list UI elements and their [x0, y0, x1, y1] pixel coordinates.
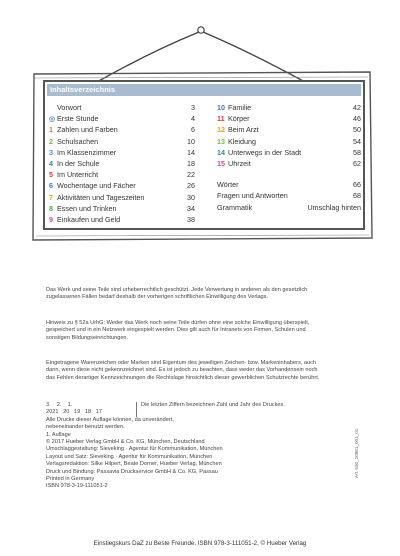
toc-entry [49, 102, 195, 113]
toc-number: 5 [49, 170, 53, 180]
edition-info [46, 402, 326, 491]
toc-entry [217, 102, 361, 113]
toc-title: Im Unterricht [57, 170, 99, 180]
toc-page: 62 [353, 159, 361, 169]
toc-entry [217, 124, 361, 135]
toc-heading: Inhaltsverzeichnis [47, 84, 361, 96]
edition-line: © 2017 Hueber Verlag GmbH & Co. KG, München, Deutschland [46, 439, 205, 446]
toc-entry [217, 136, 361, 147]
toc-page: 58 [353, 147, 361, 157]
legal-paragraph: Hinweis zu § 52a UrhG: Weder das Werk noch seine Teile dürfen ohne eine solche Einwilligung überspielt, gespeichert und in ein Netzwerk eingespielt werden. Dies gilt auch für Intranets von Firmen, Schulen und sonstigen Bildungseinrichtungen. [46, 320, 310, 341]
toc-page: 22 [187, 170, 195, 180]
edition-line: Alle Drucke dieser Auflage können, da unverändert, [46, 416, 174, 423]
toc-page: 50 [353, 125, 361, 135]
toc-page: 46 [353, 114, 361, 124]
toc-page: 10 [187, 136, 195, 146]
page-footer: Einstiegskurs DaZ zu Beste Freunde, ISBN 978-3-111051-2, © Hueber Verlag [93, 540, 307, 547]
edition-line: Umschlaggestaltung: Sieveking · Agentur für Kommunikation, München [46, 446, 223, 453]
toc-entry [49, 113, 195, 124]
toc-page: 34 [187, 203, 195, 213]
toc-page: 38 [187, 215, 195, 225]
edition-line: Verlagsredaktion: Silke Hilpert, Beate Dorner, Hueber Verlag, München [46, 461, 222, 468]
toc-title: Körper [228, 114, 250, 124]
toc-page: 18 [187, 159, 195, 169]
toc-title: Beim Arzt [228, 125, 259, 135]
copyright-notice [46, 287, 326, 302]
toc-entry [49, 169, 195, 180]
toc-page: 68 [353, 191, 361, 201]
toc-number: ◎ [49, 114, 56, 124]
toc-title: Wochentage und Fächer [57, 181, 136, 191]
toc-page: Umschlag hinten [307, 202, 361, 212]
toc-title: Grammatik [217, 202, 253, 212]
toc-title: Erste Stunde [57, 114, 99, 124]
toc-number: 10 [217, 103, 225, 112]
toc-extra-entry [217, 190, 361, 201]
toc-page: 30 [187, 192, 195, 202]
print-numbers [46, 402, 136, 417]
toc-extra-entry [217, 202, 361, 213]
isbn-line: ISBN 978-3-19-111051-2 [46, 483, 108, 490]
urhg-notice [46, 320, 326, 342]
toc-number: 4 [49, 159, 53, 169]
edition-line: Druck und Bindung: Passavia Druckservice GmbH & Co. KG, Passau [46, 468, 218, 475]
toc-entry [217, 113, 361, 124]
toc-title: Fragen und Antworten [217, 191, 288, 201]
toc-page: 3 [191, 103, 195, 112]
toc-number: 11 [217, 114, 225, 124]
toc-entry [49, 192, 195, 203]
edition-line: Layout und Satz: Sieveking · Agentur für Kommunikation, München [46, 453, 213, 460]
toc-page: 54 [353, 136, 361, 146]
toc-page: 26 [187, 181, 195, 191]
toc-number: 7 [49, 192, 53, 202]
toc-entry [49, 136, 195, 147]
toc-right-column [217, 102, 361, 213]
edition-line: 1. Auflage [46, 431, 71, 438]
toc-title: Kleidung [228, 136, 256, 146]
legal-paragraph: Eingetragene Warenzeichen oder Marken sind Eigentum des jeweiligen Zeichen- bzw. Markeninhabers, auch dann, wenn diese nicht gekennzeichnet sind. Es ist jedoch zu beachten, dass weder das Vorhandensein noch das Fehlen derartiger Kennzeichnungen die Rechtslage hinsichtlich dieser gewerblichen Schutzrechte berührt. [46, 360, 320, 381]
toc-left-column [49, 102, 195, 225]
toc-number: 14 [217, 147, 225, 157]
toc-title: Einkaufen und Geld [57, 215, 121, 225]
print-number-line: 3. 2. 1. [46, 402, 73, 408]
toc-number: 3 [49, 147, 53, 157]
toc-entry [49, 124, 195, 135]
print-year-line: 2021 20 19 18 17 [46, 409, 102, 416]
toc-title: Wörter [217, 180, 239, 190]
toc-extra-entry [217, 179, 361, 190]
toc-number: 6 [49, 181, 53, 191]
toc-entry [49, 180, 195, 191]
toc-title: Im Klassenzimmer [57, 147, 117, 157]
toc-page: 14 [187, 147, 195, 157]
toc-page: 66 [353, 180, 361, 190]
toc-number: 9 [49, 215, 53, 225]
edition-line: Printed in Germany [46, 476, 95, 483]
toc-title: Aktivitäten und Tageszeiten [57, 192, 145, 202]
toc-page: 6 [191, 125, 195, 135]
toc-title: Vorwort [57, 103, 82, 112]
toc-entry [49, 203, 195, 214]
toc-entry [49, 158, 195, 169]
toc-entry [49, 214, 195, 225]
toc-title: Unterwegs in der Stadt [228, 147, 302, 157]
print-note: Die letzten Ziffern bezeichnen Zahl und Jahr des Druckes. [136, 402, 285, 417]
toc-page: 4 [191, 114, 195, 124]
toc-number: 2 [49, 136, 53, 146]
toc-number: 8 [49, 203, 53, 213]
toc-title: Schulsachen [57, 136, 99, 146]
toc-entry [217, 147, 361, 158]
hanging-string [97, 32, 305, 82]
trademark-notice [46, 360, 326, 382]
toc-number: 15 [217, 159, 225, 169]
toc-number: 1 [49, 125, 53, 135]
edition-line: nebeneinander benutzt werden. [46, 424, 125, 431]
toc-title: Uhrzeit [228, 159, 251, 169]
toc-number: 12 [217, 125, 225, 135]
legal-paragraph: Das Werk und seine Teile sind urheberrechtlich geschützt. Jede Verwertung in anderen als den gesetzlich zugelassenen Fällen bedarf deshalb der vorherigen schriftlichen Einwilligung des Verlags. [46, 287, 308, 301]
toc-title: Essen und Trinken [57, 203, 117, 213]
toc-entry [217, 158, 361, 169]
toc-page: 42 [353, 103, 361, 112]
table-of-contents [43, 80, 365, 230]
toc-title: Zahlen und Farben [57, 125, 118, 135]
toc-title: In der Schule [57, 159, 100, 169]
toc-number: 13 [217, 136, 225, 146]
toc-entry [49, 147, 195, 158]
article-code: Art. 530_20981_001_01 [354, 428, 359, 478]
toc-title: Familie [228, 103, 252, 112]
